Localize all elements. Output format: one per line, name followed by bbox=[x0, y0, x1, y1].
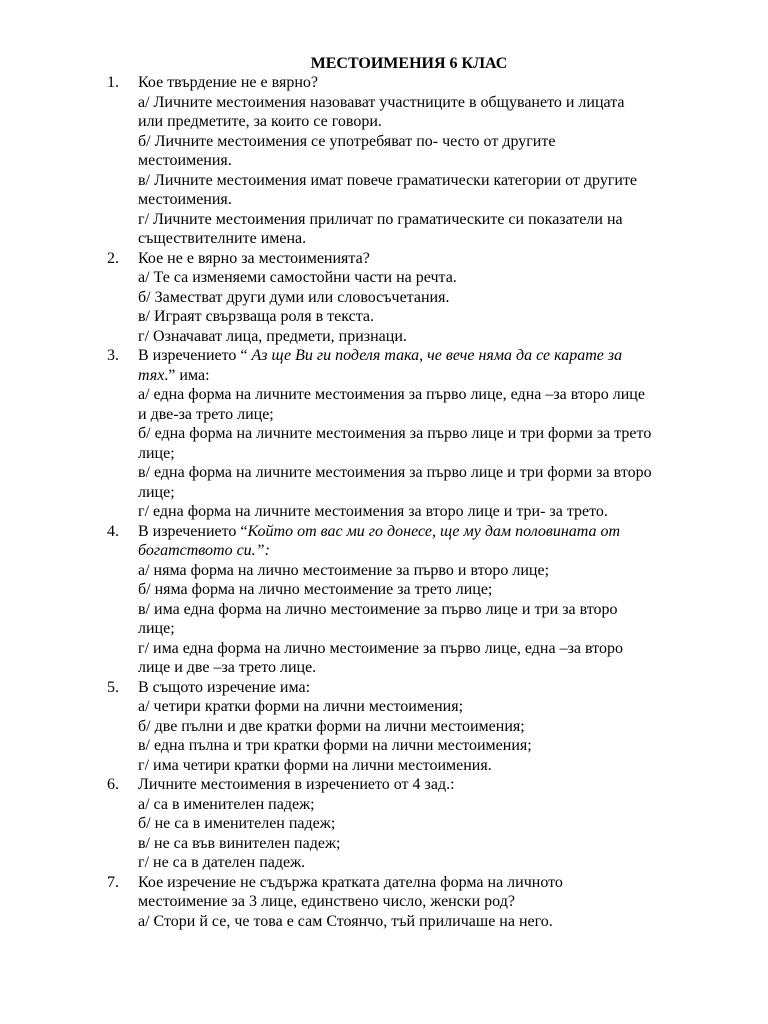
question-line bbox=[138, 327, 720, 347]
question-line bbox=[138, 795, 720, 815]
line-text: Кое изречение не съдържа кратката дателна форма на личното bbox=[138, 873, 563, 891]
line-text: лице; bbox=[138, 483, 175, 501]
question-line bbox=[138, 171, 720, 191]
line-text: в/ една форма на личните местоимения за първо лице и три форми за второ bbox=[138, 464, 652, 481]
question-line bbox=[138, 756, 720, 776]
line-text: а/ Стори й се, че това е сам Стоянчо, тъй приличаше на него. bbox=[138, 912, 553, 930]
question-line bbox=[138, 444, 720, 464]
question-line bbox=[138, 619, 720, 639]
line-text: а/ четири кратки форми на лични местоимения; bbox=[138, 698, 464, 715]
question-line bbox=[138, 210, 720, 230]
line-text: б/ една форма на личните местоимения за първо лице и три форми за трето bbox=[138, 425, 652, 442]
question-text bbox=[138, 73, 720, 93]
question-number: 1. bbox=[107, 74, 119, 91]
quoted-sentence: тях bbox=[138, 366, 165, 384]
question-line bbox=[138, 229, 720, 249]
line-text: или предметите, за които се говори. bbox=[138, 113, 382, 130]
question-line bbox=[138, 385, 720, 405]
line-text: а/ Личните местоимения назовават участниците в общуването и лицата bbox=[138, 93, 625, 111]
line-text: лице; bbox=[138, 444, 175, 462]
line-text: Личните местоимения в изречението от 4 зад.: bbox=[138, 776, 455, 793]
line-text: б/ Заместват други думи или словосъчетания. bbox=[138, 288, 450, 306]
line-text: В изречението “ bbox=[138, 522, 248, 540]
question-number: 2. bbox=[107, 249, 119, 267]
line-text: г/ една форма на личните местоимения за второ лице и три- за трето. bbox=[138, 503, 608, 520]
question-7 bbox=[107, 873, 720, 932]
line-text: г/ Означават лица, предмети, признаци. bbox=[138, 327, 407, 345]
line-text: б/ няма форма на лично местоимение за трето лице; bbox=[138, 581, 493, 598]
line-text: местоимения. bbox=[138, 152, 232, 169]
question-body bbox=[138, 873, 720, 932]
question-4 bbox=[107, 522, 720, 678]
question-number: 3. bbox=[107, 347, 119, 364]
line-text: лице; bbox=[138, 620, 175, 637]
question-line bbox=[138, 639, 720, 659]
question-line bbox=[138, 190, 720, 210]
page-title: МЕСТОИМЕНИЯ 6 КЛАС bbox=[310, 55, 508, 72]
line-text: в/ една пълна и три кратки форми на лични местоимения; bbox=[138, 737, 532, 754]
question-body bbox=[138, 678, 720, 776]
question-line bbox=[138, 834, 720, 854]
line-text: .” има: bbox=[164, 366, 210, 384]
question-line bbox=[138, 912, 720, 932]
question-line bbox=[138, 541, 720, 561]
line-text: В същото изречение има: bbox=[138, 678, 311, 696]
question-body bbox=[138, 346, 720, 522]
line-text: местоимение за 3 лице, единствено число, женски род? bbox=[138, 893, 515, 910]
line-text: в/ не са във винителен падеж; bbox=[138, 834, 341, 852]
question-1 bbox=[107, 73, 720, 249]
question-number: 4. bbox=[107, 522, 119, 540]
question-line bbox=[138, 853, 720, 873]
question-list bbox=[107, 73, 720, 931]
quoted-sentence: Аз ще Ви ги поделя така, че вече няма да се карате за bbox=[251, 347, 623, 364]
question-line bbox=[138, 892, 720, 912]
line-text: б/ Личните местоимения се употребяват по- често от другите bbox=[138, 132, 556, 150]
question-line bbox=[138, 502, 720, 522]
question-text bbox=[138, 522, 720, 542]
question-text bbox=[138, 678, 720, 698]
question-line bbox=[138, 580, 720, 600]
question-line bbox=[138, 366, 720, 386]
question-line bbox=[138, 814, 720, 834]
line-text: а/ няма форма на лично местоимение за първо и второ лице; bbox=[138, 561, 550, 579]
question-line bbox=[138, 405, 720, 425]
line-text: лице и две –за трето лице. bbox=[138, 659, 317, 676]
quoted-sentence: Който от вас ми го донесе, ще му дам половината от bbox=[247, 522, 621, 540]
question-line bbox=[138, 463, 720, 483]
question-line bbox=[138, 697, 720, 717]
question-line bbox=[138, 93, 720, 113]
question-line bbox=[138, 132, 720, 152]
question-2 bbox=[107, 249, 720, 347]
question-line bbox=[138, 268, 720, 288]
line-text: б/ две пълни и две кратки форми на лични местоимения; bbox=[138, 717, 525, 735]
question-3 bbox=[107, 346, 720, 522]
quoted-sentence: богатството си.”: bbox=[138, 542, 270, 559]
line-text: съществителните имена. bbox=[138, 230, 307, 247]
question-line bbox=[138, 483, 720, 503]
line-text: б/ не са в именителен падеж; bbox=[138, 815, 336, 832]
line-text: и две-за трето лице; bbox=[138, 405, 274, 423]
line-text: в/ Играят свързваща роля в текста. bbox=[138, 308, 375, 325]
question-text bbox=[138, 873, 720, 893]
question-body bbox=[138, 249, 720, 347]
question-body bbox=[138, 775, 720, 873]
question-body bbox=[138, 73, 720, 249]
question-number: 7. bbox=[107, 873, 119, 891]
question-5 bbox=[107, 678, 720, 776]
line-text: Кое твърдение не е вярно? bbox=[138, 74, 318, 91]
question-text bbox=[138, 775, 720, 795]
question-line bbox=[138, 736, 720, 756]
line-text: в/ Личните местоимения имат повече граматически категории от другите bbox=[138, 171, 638, 189]
question-line bbox=[138, 424, 720, 444]
line-text: а/ една форма на личните местоимения за първо лице, една –за второ лице bbox=[138, 386, 645, 403]
question-line bbox=[138, 112, 720, 132]
question-line bbox=[138, 307, 720, 327]
question-line bbox=[138, 561, 720, 581]
line-text: местоимения. bbox=[138, 191, 232, 208]
line-text: В изречението “ bbox=[138, 347, 252, 364]
line-text: г/ Личните местоимения приличат по граматическите си показатели на bbox=[138, 210, 623, 228]
line-text: в/ има една форма на лично местоимение за първо лице и три за второ bbox=[138, 600, 618, 618]
question-body bbox=[138, 522, 720, 678]
question-number: 5. bbox=[107, 678, 119, 696]
question-line bbox=[138, 717, 720, 737]
line-text: г/ има една форма на лично местоимение за първо лице, една –за второ bbox=[138, 639, 623, 657]
question-line bbox=[138, 288, 720, 308]
question-line bbox=[138, 151, 720, 171]
question-6 bbox=[107, 775, 720, 873]
line-text: а/ са в именителен падеж; bbox=[138, 795, 315, 813]
question-text bbox=[138, 249, 720, 269]
question-number: 6. bbox=[107, 776, 119, 793]
question-line bbox=[138, 658, 720, 678]
question-text bbox=[138, 346, 720, 366]
line-text: г/ не са в дателен падеж. bbox=[138, 854, 306, 871]
question-line bbox=[138, 600, 720, 620]
line-text: а/ Те са изменяеми самостойни части на речта. bbox=[138, 269, 457, 286]
line-text: г/ има четири кратки форми на лични местоимения. bbox=[138, 756, 492, 774]
line-text: Кое не е вярно за местоименията? bbox=[138, 249, 370, 267]
